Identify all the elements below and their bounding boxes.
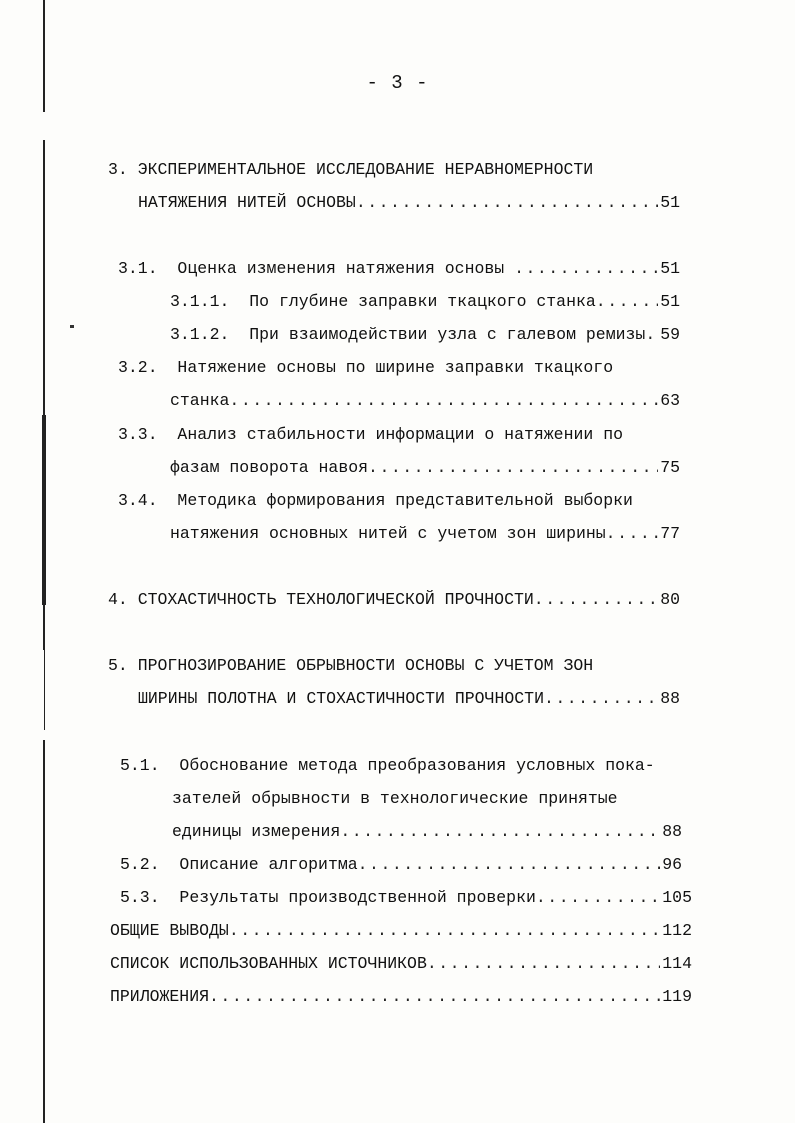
page-number: - 3 - bbox=[366, 72, 429, 94]
toc-entry-3-cont: НАТЯЖЕНИЯ НИТЕЙ ОСНОВЫ ..... 51 bbox=[138, 193, 680, 213]
toc-entry-5-2: 5.2. Описание алгоритма ..... 96 bbox=[120, 855, 682, 875]
toc-entry-references: СПИСОК ИСПОЛЬЗОВАННЫХ ИСТОЧНИКОВ ..... 114 bbox=[110, 954, 692, 974]
toc-entry-5: 5. ПРОГНОЗИРОВАНИЕ ОБРЫВНОСТИ ОСНОВЫ С УЧЕТОМ ЗОН bbox=[108, 656, 594, 675]
binding-margin-line bbox=[43, 0, 45, 112]
toc-entry-4: 4. СТОХАСТИЧНОСТЬ ТЕХНОЛОГИЧЕСКОЙ ПРОЧНОСТИ ..... 80 bbox=[108, 590, 680, 610]
toc-entry-3: 3. ЭКСПЕРИМЕНТАЛЬНОЕ ИССЛЕДОВАНИЕ НЕРАВНОМЕРНОСТИ bbox=[108, 160, 594, 179]
binding-margin-line bbox=[44, 650, 45, 730]
toc-entry-conclusions: ОБЩИЕ ВЫВОДЫ ..... 112 bbox=[110, 921, 692, 941]
toc-entry-5-cont: ШИРИНЫ ПОЛОТНА И СТОХАСТИЧНОСТИ ПРОЧНОСТИ ..... 88 bbox=[138, 689, 680, 709]
toc-entry-appendices: ПРИЛОЖЕНИЯ ..... 119 bbox=[110, 987, 692, 1007]
toc-entry-3-2: 3.2. Натяжение основы по ширине заправки ткацкого bbox=[118, 358, 614, 377]
toc-entry-3-1: 3.1. Оценка изменения натяжения основы ..... 51 bbox=[118, 259, 680, 279]
toc-entry-5-3: 5.3. Результаты производственной проверки ..... 105 bbox=[120, 888, 692, 908]
toc-entry-5-1-cont: зателей обрывности в технологические принятые bbox=[172, 789, 618, 808]
toc-entry-5-1-cont2: единицы измерения ..... 88 bbox=[172, 822, 682, 842]
toc-entry-3-3: 3.3. Анализ стабильности информации о натяжении по bbox=[118, 425, 623, 444]
toc-entry-3-4-cont: натяжения основных нитей с учетом зон ширины ..... 77 bbox=[170, 524, 680, 544]
binding-margin-line bbox=[42, 415, 46, 605]
scan-speck bbox=[70, 325, 74, 328]
toc-entry-3-1-1: 3.1.1. По глубине заправки ткацкого станка ..... 51 bbox=[170, 292, 680, 312]
toc-entry-3-4: 3.4. Методика формирования представительной выборки bbox=[118, 491, 633, 510]
toc-entry-3-2-cont: станка ..... 63 bbox=[170, 391, 680, 411]
toc-entry-5-1: 5.1. Обоснование метода преобразования условных пока- bbox=[120, 756, 655, 775]
binding-margin-line bbox=[43, 740, 45, 1123]
toc-entry-3-3-cont: фазам поворота навоя ..... 75 bbox=[170, 458, 680, 478]
toc-entry-3-1-2: 3.1.2. При взаимодействии узла с галевом ремизы ..... 59 bbox=[170, 325, 680, 345]
